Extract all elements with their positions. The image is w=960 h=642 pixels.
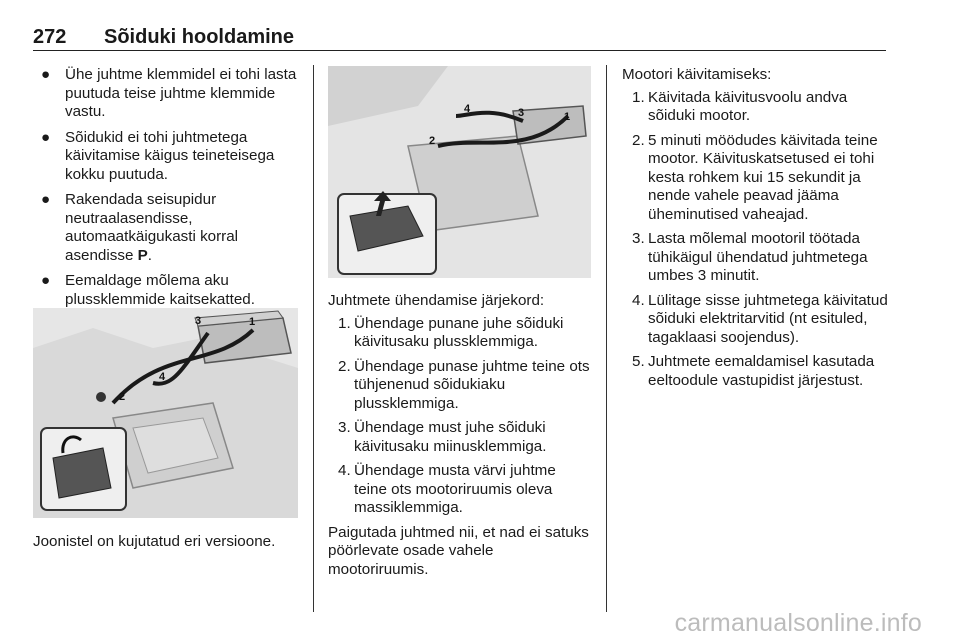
step-text: Käivitada käivitusvoolu andva sõiduki mootor. [648,88,848,124]
bullet-text: Sõidukid ei tohi juhtmetega käivitamise käigus teineteisega kokku puutuda. [65,128,275,183]
step-number: 2. [632,131,645,149]
bullet-icon: ● [41,191,51,208]
step-number: 4. [632,291,645,309]
jump-start-illustration-b [328,66,591,278]
step-text: Ühendage punase juhtme teine ots tühjenenud sõidukiaku plussklemmiga. [354,357,590,412]
step-text: Ühendage must juhe sõiduki käivitusaku miinusklemmiga. [354,419,547,455]
list-item [328,315,590,352]
step-number: 3. [338,419,351,436]
step-text: Ühendage musta värvi juhtme teine ots mootoriruumis oleva massiklemmiga. [354,462,556,516]
list-item [328,462,590,518]
bullet-text: Ühe juhtme klemmidel ei tohi lasta puutuda teise juhtme klemmide vastu. [65,66,297,120]
list-item [328,358,590,414]
watermark: carmanualsonline.info [674,609,922,637]
bullet-icon: ● [41,128,51,146]
section-intro: Mootori käivitamiseks: [622,66,772,83]
step-number: 2. [338,357,351,375]
list-item [328,419,590,456]
bullet-item [33,272,298,309]
bullet-icon: ● [41,66,51,83]
jump-start-illustration-a [33,308,298,518]
column-divider-2 [606,65,607,612]
engine-start-section [622,66,892,396]
callout-2: 2 [429,135,436,147]
page-header [33,26,886,50]
callout-1: 1 [249,316,256,328]
bullet-item [33,66,298,122]
step-text: 5 minuti möödudes käivitada teine mootor. Käivituskatsetused ei tohi kesta rohkem kui 15 sekundit ja nende vahele peavad jääma üheminutised vaheajad. [648,131,878,223]
section-outro: Paigutada juhtmed nii, et nad ei satuks pöörlevate osade vahele mootoriruumis. [328,523,589,578]
step-number: 5. [632,353,645,370]
bullet-item [33,129,298,185]
callout-3: 3 [518,107,525,119]
figure-caption: Joonistel on kujutatud eri versioone. [33,533,276,550]
step-number: 1. [632,88,645,106]
step-text: Juhtmete eemaldamisel kasutada eeltoodule vastupidist järjestust. [648,353,875,389]
step-text: Lülitage sisse juhtmetega käivitatud sõiduki elektritarvitid (nt esituled, tagaklaasi soojendus). [648,291,888,346]
step-number: 3. [632,230,645,247]
gear-position: P [137,246,148,264]
step-text: Ühendage punane juhe sõiduki käivitusaku plussklemmiga. [354,314,564,350]
page-number: 272 [33,26,67,48]
bullet-item [33,191,298,265]
callout-1: 1 [564,111,571,123]
header-divider [33,50,886,51]
callout-2: 2 [119,391,126,403]
step-list [622,89,892,391]
list-item [622,230,892,286]
bullet-text: Rakendada seisupidur neutraalasendisse, automaatkäigukasti korral asendisse [65,191,239,264]
callout-4: 4 [159,371,166,383]
step-text: Lasta mõlemal mootoril töötada tühikäigul ühendatud juhtmetega umbes 3 minutit. [648,230,868,284]
step-number: 1. [338,314,351,332]
callout-3: 3 [195,315,202,327]
bullet-text: Eemaldage mõlema aku plussklemmide kaitsekatted. [65,272,255,308]
connection-order-section [328,292,590,579]
bullet-text-end: . [147,246,152,264]
list-item [622,89,892,126]
section-intro: Juhtmete ühendamise järjekord: [328,292,545,309]
list-item [622,292,892,348]
bullet-icon: ● [41,272,51,289]
step-number: 4. [338,462,351,479]
list-item [622,353,892,390]
callout-4: 4 [464,103,471,115]
list-item [622,132,892,225]
bullet-list [33,66,298,316]
column-divider-1 [313,65,314,612]
page-title: Sõiduki hooldamine [104,26,295,48]
step-list [328,315,590,518]
